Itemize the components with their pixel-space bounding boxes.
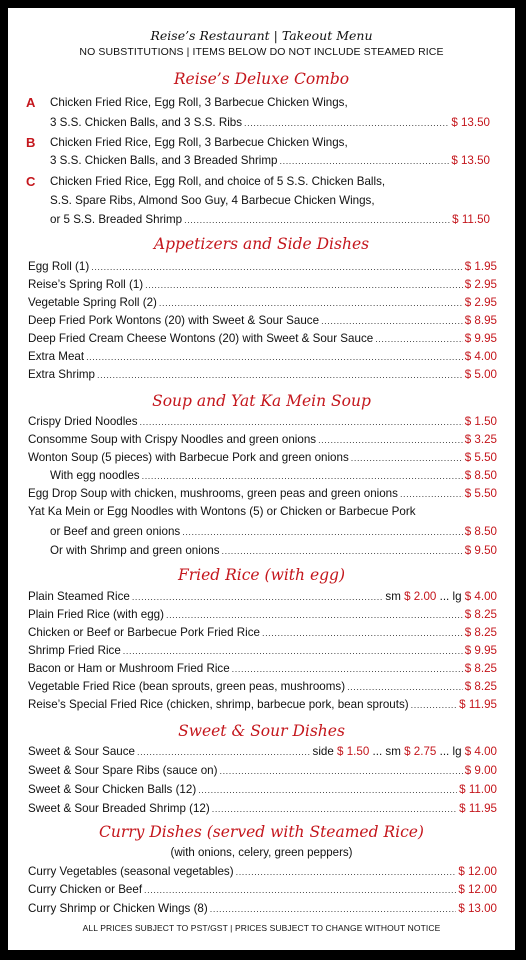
- list-item: [28, 431, 497, 449]
- item-name: Chicken or Beef or Barbecue Pork Fried Rice: [28, 626, 260, 639]
- footer-notice: ALL PRICES SUBJECT TO PST/GST | PRICES SUBJECT TO CHANGE WITHOUT NOTICE: [82, 923, 441, 933]
- list-item: [50, 467, 497, 485]
- list-item: [28, 762, 497, 780]
- item-price: $ 3.25: [464, 433, 497, 446]
- item-price: $ 5.00: [464, 368, 497, 381]
- item-price: $ 9.00: [464, 764, 497, 777]
- combo-a-line2: 3 S.S. Chicken Balls, and 3 S.S. Ribs: [50, 116, 243, 129]
- list-item: [28, 660, 497, 678]
- item-name: With egg noodles: [50, 469, 140, 482]
- leader-dots: [159, 294, 463, 312]
- item-price: $ 9.95: [464, 644, 497, 657]
- size-label-lg: lg: [452, 590, 462, 603]
- combo-c-line3: or 5 S.S. Breaded Shrimp: [50, 213, 183, 226]
- item-price: $ 9.95: [464, 332, 497, 345]
- list-item: [28, 678, 497, 696]
- combo-b-line2: 3 S.S. Chicken Balls, and 3 Breaded Shrimp: [50, 154, 278, 167]
- combo-c-letter: C: [26, 174, 36, 189]
- list-item: [28, 606, 497, 624]
- leader-dots: [222, 542, 463, 560]
- combo-c-line1: Chicken Fried Rice, Egg Roll, and choice of 5 S.S. Chicken Balls,: [50, 175, 386, 188]
- leader-dots: [123, 642, 463, 660]
- item-name: Crispy Dried Noodles: [28, 415, 138, 428]
- item-name: Plain Fried Rice (with egg): [28, 608, 164, 621]
- item-price: $ 11.00: [459, 783, 497, 796]
- item-name: Curry Chicken or Beef: [28, 883, 143, 896]
- item-name: Deep Fried Pork Wontons (20) with Sweet & Sour Sauce: [28, 314, 320, 327]
- leader-dots: [262, 624, 463, 642]
- list-item: [28, 900, 497, 918]
- item-price: $ 11.95: [459, 802, 497, 815]
- leader-dots: [321, 312, 463, 330]
- leader-dots: [375, 330, 463, 348]
- leader-dots: [86, 348, 463, 366]
- list-item: [50, 542, 497, 560]
- item-name: Egg Drop Soup with chicken, mushrooms, green peas and green onions: [28, 487, 398, 500]
- item-name: Sweet & Sour Chicken Balls (12): [28, 783, 197, 796]
- item-price: $ 12.00: [458, 883, 497, 896]
- section-title-sweet-sour: Sweet & Sour Dishes: [178, 722, 345, 740]
- list-item: [50, 523, 497, 541]
- leader-dots: [318, 431, 463, 449]
- item-name: Sweet & Sour Breaded Shrimp (12): [28, 802, 210, 815]
- list-item: [28, 258, 497, 276]
- price-sm: $ 2.75: [404, 745, 437, 758]
- menu-subtitle: NO SUBSTITUTIONS | ITEMS BELOW DO NOT INCLUDE STEAMED RICE: [79, 46, 444, 58]
- leader-dots: [142, 467, 463, 485]
- item-price: $ 8.95: [464, 314, 497, 327]
- item-name: Vegetable Fried Rice (bean sprouts, green peas, mushrooms): [28, 680, 346, 693]
- price-separator: ...: [439, 590, 450, 603]
- combo-b-letter: B: [26, 135, 36, 150]
- item-price: $ 2.95: [464, 296, 497, 309]
- item-price: $ 13.00: [458, 902, 497, 915]
- yat-ka-mein-description: Yat Ka Mein or Egg Noodles with Wontons (5) or Chicken or Barbecue Pork: [28, 505, 416, 518]
- leader-dots: [219, 762, 462, 780]
- item-name: Shrimp Fried Rice: [28, 644, 121, 657]
- leader-dots: [144, 881, 456, 899]
- item-name: Reise’s Spring Roll (1): [28, 278, 144, 291]
- list-item: [28, 743, 497, 761]
- leader-dots: [145, 276, 463, 294]
- combo-a-line1: Chicken Fried Rice, Egg Roll, 3 Barbecue Chicken Wings,: [50, 96, 348, 109]
- leader-dots: [280, 152, 450, 170]
- price-separator: ...: [439, 745, 450, 758]
- leader-dots: [347, 678, 463, 696]
- leader-dots: [198, 781, 457, 799]
- item-price: $ 8.50: [464, 525, 497, 538]
- item-price: $ 9.50: [464, 544, 497, 557]
- size-label-sm: sm: [385, 590, 401, 603]
- section-title-soup: Soup and Yat Ka Mein Soup: [152, 392, 371, 410]
- leader-dots: [351, 449, 463, 467]
- item-name: Deep Fried Cream Cheese Wontons (20) with Sweet & Sour Sauce: [28, 332, 374, 345]
- combo-c-line2: S.S. Spare Ribs, Almond Soo Guy, 4 Barbecue Chicken Wings,: [50, 194, 375, 207]
- leader-dots: [140, 413, 463, 431]
- item-price: $ 1.50: [464, 415, 497, 428]
- item-name: Bacon or Ham or Mushroom Fried Rice: [28, 662, 230, 675]
- item-name: Wonton Soup (5 pieces) with Barbecue Pork and green onions: [28, 451, 349, 464]
- leader-dots: [212, 800, 457, 818]
- item-name: Consomme Soup with Crispy Noodles and green onions: [28, 433, 317, 446]
- size-label-lg: lg: [452, 745, 462, 758]
- price-side: $ 1.50: [337, 745, 370, 758]
- combo-a-letter: A: [26, 95, 36, 110]
- price-lg: $ 4.00: [464, 745, 497, 758]
- item-price: $ 5.50: [464, 487, 497, 500]
- item-name: Egg Roll (1): [28, 260, 90, 273]
- item-price: $ 12.00: [458, 865, 497, 878]
- leader-dots: [244, 114, 449, 132]
- list-item: [28, 413, 497, 431]
- size-price-group: [385, 588, 497, 606]
- item-name: Plain Steamed Rice: [28, 590, 130, 603]
- item-name: or Beef and green onions: [50, 525, 181, 538]
- item-name: Sweet & Sour Spare Ribs (sauce on): [28, 764, 218, 777]
- item-name: Or with Shrimp and green onions: [50, 544, 220, 557]
- combo-c-price: $ 11.50: [452, 213, 490, 226]
- item-name: Curry Shrimp or Chicken Wings (8): [28, 902, 208, 915]
- list-item: [28, 449, 497, 467]
- combo-a-row: [50, 114, 490, 132]
- size-price-group: [313, 743, 497, 761]
- section-title-appetizers: Appetizers and Side Dishes: [153, 235, 370, 253]
- leader-dots: [232, 660, 463, 678]
- list-item: [28, 276, 497, 294]
- list-item: [28, 366, 497, 384]
- item-name: Vegetable Spring Roll (2): [28, 296, 157, 309]
- item-name: Curry Vegetables (seasonal vegetables): [28, 865, 234, 878]
- combo-b-row: [50, 152, 490, 170]
- menu-title: Reise’s Restaurant | Takeout Menu: [150, 28, 373, 43]
- section-title-fried-rice: Fried Rice (with egg): [177, 566, 346, 584]
- list-item: [28, 485, 497, 503]
- item-price: $ 8.25: [464, 626, 497, 639]
- price-separator: ...: [372, 745, 383, 758]
- size-label-sm: sm: [385, 745, 401, 758]
- list-item: [28, 312, 497, 330]
- combo-c-row: [50, 211, 490, 229]
- leader-dots: [182, 523, 463, 541]
- section-title-deluxe-combo: Reise’s Deluxe Combo: [173, 70, 350, 88]
- item-price: $ 1.95: [464, 260, 497, 273]
- item-price: $ 5.50: [464, 451, 497, 464]
- leader-dots: [132, 588, 384, 606]
- leader-dots: [166, 606, 463, 624]
- list-item: [28, 642, 497, 660]
- section-title-curry: Curry Dishes (served with Steamed Rice): [99, 823, 424, 841]
- leader-dots: [184, 211, 450, 229]
- leader-dots: [137, 743, 311, 761]
- list-item: [28, 624, 497, 642]
- price-lg: $ 4.00: [464, 590, 497, 603]
- list-item: [28, 348, 497, 366]
- list-item: [28, 294, 497, 312]
- list-item: [28, 800, 497, 818]
- item-price: $ 8.25: [464, 680, 497, 693]
- item-price: $ 11.95: [459, 698, 497, 711]
- list-item: [28, 881, 497, 899]
- menu-page: [8, 8, 515, 950]
- item-price: $ 8.25: [464, 608, 497, 621]
- list-item: [28, 588, 497, 606]
- item-price: $ 8.50: [464, 469, 497, 482]
- item-name: Extra Shrimp: [28, 368, 96, 381]
- combo-a-price: $ 13.50: [451, 116, 490, 129]
- list-item: [28, 863, 497, 881]
- combo-b-price: $ 13.50: [451, 154, 490, 167]
- leader-dots: [210, 900, 457, 918]
- item-price: $ 2.95: [464, 278, 497, 291]
- item-name: Reise’s Special Fried Rice (chicken, shrimp, barbecue pork, bean sprouts): [28, 698, 409, 711]
- curry-note: (with onions, celery, green peppers): [170, 847, 353, 859]
- item-price: $ 4.00: [464, 350, 497, 363]
- leader-dots: [400, 485, 463, 503]
- item-name: Extra Meat: [28, 350, 85, 363]
- size-label-side: side: [312, 745, 334, 758]
- list-item: [28, 330, 497, 348]
- item-name: Sweet & Sour Sauce: [28, 745, 135, 758]
- list-item: [28, 781, 497, 799]
- combo-b-line1: Chicken Fried Rice, Egg Roll, 3 Barbecue Chicken Wings,: [50, 136, 348, 149]
- leader-dots: [236, 863, 457, 881]
- leader-dots: [91, 258, 463, 276]
- leader-dots: [97, 366, 463, 384]
- item-price: $ 8.25: [464, 662, 497, 675]
- leader-dots: [411, 696, 458, 714]
- price-sm: $ 2.00: [404, 590, 437, 603]
- list-item: [28, 696, 497, 714]
